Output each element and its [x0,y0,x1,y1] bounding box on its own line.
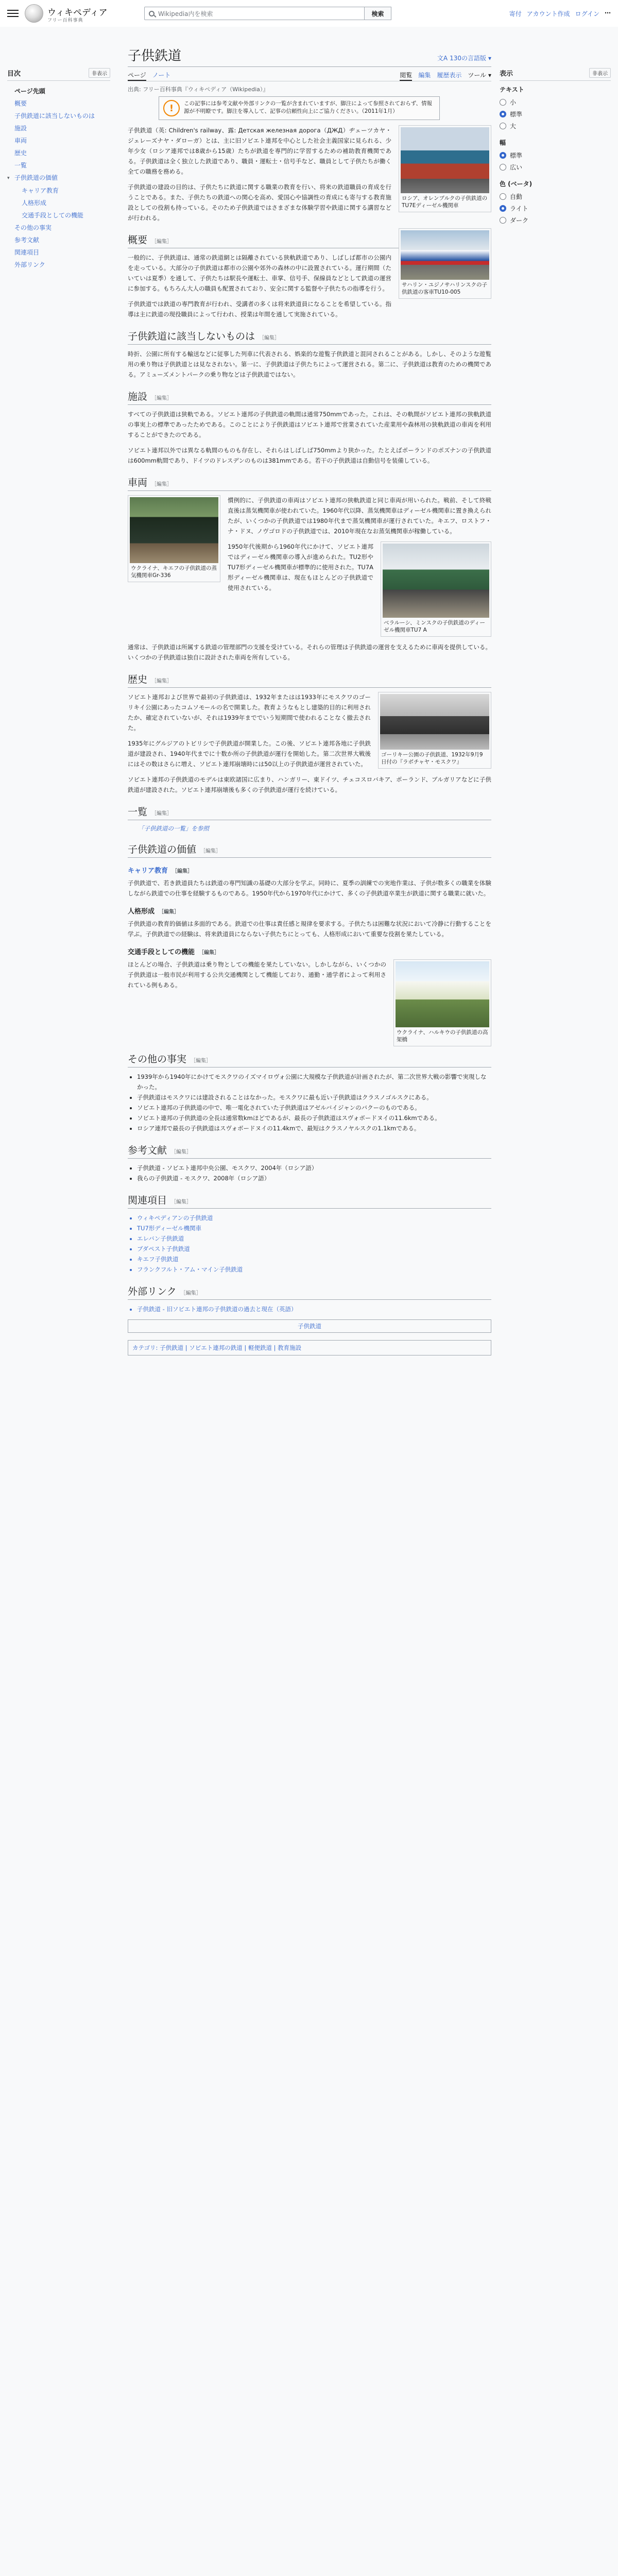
image-diesel-minsk[interactable] [383,544,489,618]
appearance-option[interactable] [500,161,611,173]
toc-item-label: 子供鉄道の価値 [14,174,58,181]
toc-item[interactable] [7,122,110,134]
tools-label: ツール [468,72,487,79]
toc-item[interactable] [7,147,110,159]
figure-caption: サハリン・ユジノサハリンスクの子供鉄道の客車TU10-005 [402,282,488,295]
section-heading-history [128,672,491,688]
edit-section-link[interactable]: ［編集］ [151,482,173,487]
heading-text: 子供鉄道に該当しないものは [128,331,255,342]
toc-item-label: 概要 [14,100,27,107]
list-item: • 1939年から1940年にかけてモスクワのイズマイロヴォ公園に大規模な子供鉄道が計画されたが、第二次世界大戦の影響で実現しなかった。 [137,1072,491,1092]
heading-text: 子供鉄道の価値 [128,844,197,855]
heading-text: 一覧 [128,806,148,818]
overview-paragraph: 子供鉄道では鉄道の専門教育が行われ、受講者の多くは将来鉄道員になることを希望している。指導は主に鉄道の現役職員によって行われ、授業は年間を通して実施されている。 [128,300,391,318]
appearance-hide-button[interactable]: 非表示 [589,68,611,78]
heading-text: その他の事実 [128,1054,187,1065]
toc-title: 目次 [7,70,21,78]
radio-button[interactable] [500,164,506,171]
toc-toggle-icon[interactable] [7,161,14,170]
main-content [128,39,491,1363]
appearance-option-label: 自動 [510,193,523,200]
appearance-group [500,85,611,132]
category-links [128,1340,491,1355]
image-car-sakhalin[interactable] [401,230,489,280]
image-steam-kiev[interactable] [130,497,218,563]
facilities-paragraph: すべての子供鉄道は狭軌である。ソビエト連邦の子供鉄道の軌間は通常750mmであった。これは、その軌間がソビエト連邦の狭軌鉄道の事実上の標準であったためである。このことにより子供鉄道はソビエト連邦で営業されていた産業用や森林用の狭軌鉄道の車両を利用することができたのである。 [128,411,491,438]
appearance-option-label: 標準 [510,111,523,118]
language-icon: 文A [437,55,448,62]
tab-tools[interactable]: ツール ▾ [468,72,491,79]
toc-header [7,68,110,81]
heading-text: 外部リンク [128,1286,177,1297]
toc-item[interactable] [7,85,110,97]
image-loco-orenburg[interactable] [401,127,489,193]
history-paragraph: ソビエト連邦の子供鉄道のモデルは東欧諸国に広まり、ハンガリー、東ドイツ、チェコスロバキア、ポーランド、ブルガリアなどに子供鉄道が建設された。ソビエト連邦崩壊後も多くの子供鉄道が運行を続けている。 [128,776,491,793]
toc-item-label: 参考文献 [14,236,40,244]
appearance-header [500,68,611,81]
toc-toggle-icon[interactable] [7,149,14,157]
history-paragraph: 1935年にグルジアのトビリシで子供鉄道が開業した。この後、ソビエト連邦各地に子供鉄道が建設され、1940年代までに十数か所の子供鉄道が運行を開始した。第二次世界大戦後にはその数はさらに増え、ソビエト連邦崩壊時には50以上の子供鉄道が運営されていた。 [128,740,371,768]
related-link[interactable]: • ブダペスト子供鉄道 [137,1244,491,1254]
external-link[interactable]: • 子供鉄道 - 旧ソビエト連邦の子供鉄道の過去と現在（英語） [137,1304,491,1314]
subsection-heading-personality [128,906,491,916]
heading-text: 概要 [128,234,148,246]
heading-text: 交通手段としての機能 [128,948,195,956]
edit-section-link[interactable]: ［編集］ [200,849,221,854]
toc-item[interactable] [7,246,110,259]
list-item: • ロシア連邦で最長の子供鉄道はスヴォボードヌイの11.4kmで、最短はクラスノヤルスクの1.1kmである。 [137,1123,491,1133]
navbox [128,1319,491,1333]
vehicles-paragraph: 通常は、子供鉄道は所属する鉄道の管理部門の支援を受けている。それらの管理は子供鉄道の運営を支えるために車両を提供している。いくつかの子供鉄道は独自に設計された車両を所有している。 [128,643,491,661]
toc-item[interactable] [7,209,110,222]
appearance-sidebar [500,68,611,232]
radio-button[interactable] [500,193,506,200]
list-item: • ソビエト連邦の子供鉄道の中で、唯一電化されていた子供鉄道はアゼルバイジャンのバクーのものである。 [137,1103,491,1113]
toc-item[interactable] [7,134,110,147]
appearance-options [500,85,611,226]
create-account-link[interactable]: アカウント作成 [526,10,570,18]
toc-item-label: 交通手段としての機能 [22,212,84,219]
toc-toggle-icon[interactable] [14,187,22,195]
search-icon [149,11,154,16]
category-text[interactable]: カテゴリ: 子供鉄道 | ソビエト連邦の鉄道 | 軽便鉄道 | 教育施設 [132,1344,302,1351]
toc-item[interactable] [7,159,110,172]
facilities-paragraph: ソビエト連邦以外では異なる軌間のものも存在し、それらはしばしば750mmより狭かった。たとえばポーランドのポズナンの子供鉄道は600mm軌間であり、ドイツのドレスデンのものは381mmである。若干の子供鉄道は自動信号を装備している。 [128,447,491,464]
toc-toggle-icon[interactable] [14,211,22,219]
page-title: 子供鉄道 [128,48,182,64]
toc-toggle-icon[interactable] [7,87,14,95]
toc-item-label: 施設 [14,125,27,132]
toc-item[interactable] [7,222,110,234]
page-tabs [128,69,491,81]
toc-toggle-icon[interactable] [7,112,14,120]
appearance-option-label: 広い [510,164,523,171]
related-link[interactable]: • キエフ子供鉄道 [137,1254,491,1264]
figure-diesel-minsk [381,541,491,637]
toc-toggle-icon[interactable] [7,137,14,145]
notcr-paragraph: 時折、公園に所有する輸送などに従事した列車に代表される、娯楽的な遊覧子供鉄道と混同されることがある。しかし、そのような遊覧用の乗り物は子供鉄道とは見なされない。第一に、子供鉄道は子供たちによって運営される。第二に、子供鉄道は教育のための機関である。アミューズメントパークの乗り物などは子供鉄道ではない。 [128,350,491,378]
heading-text: 歴史 [128,674,148,685]
list-item: • 子供鉄道 - ソビエト連邦中央公園、モスクワ、2004年（ロシア語） [137,1163,491,1173]
toc-toggle-icon[interactable] [7,224,14,232]
references-list [128,1163,491,1183]
figure-steam-kiev [128,495,220,582]
vehicles-paragraph: 1950年代後期から1960年代にかけて、ソビエト連邦ではディーゼル機関車の導入が進められた。TU2形やTU7形ディーゼル機関車が標準的に使用された。TU7A形ディーゼル機関車は、現在もほとんどの子供鉄道で使用されている。 [228,543,373,591]
related-list [128,1213,491,1275]
figure-car-sakhalin [399,228,491,299]
appearance-option-label: 小 [510,99,517,106]
figure-gorky-park [378,692,491,769]
toc-item-label: その他の事実 [14,224,52,231]
language-count: 130の言語版 [450,55,486,62]
section-heading-value [128,842,491,858]
intro-paragraph: 子供鉄道（英: Children's railway、露: Детская железная дорога（ДЖД）ヂェーツカヤ・ジェレーズナヤ・ダローガ）とは、主に旧ソビエト連邦を中心とした社会主義国家に見られる、少年少女（ロシア連邦では8歳から15歳）たちが鉄道を専門的に学習するための補助教育機関である。子供鉄道は全く独立した鉄道であり、職員・運転士・信号手など、職員として子供たちが働く全ての職務を務める。 [128,127,391,175]
edit-section-link[interactable]: ［編集］ [151,811,173,817]
appearance-option-label: ダーク [510,217,529,224]
toc-toggle-icon[interactable] [7,261,14,269]
toc-toggle-icon[interactable] [7,99,14,108]
related-link[interactable]: • エレバン子供鉄道 [137,1233,491,1244]
toc-item-label: 外部リンク [14,261,45,268]
toc-item[interactable] [7,234,110,246]
appearance-group-title: テキスト [500,86,524,93]
personal-tools [509,9,611,18]
section-heading-not-children-railway [128,329,491,345]
toc-item-label: 子供鉄道に該当しないものは [14,112,95,120]
section-heading-list [128,804,491,820]
search-placeholder: Wikipedia内を検索 [158,10,213,18]
career-paragraph: 子供鉄道で、若き鉄道員たちは鉄道の専門知識の基礎の大部分を学ぶ。同時に、夏季の訓練での実地作業は、子供が数多くの職業を体験しながら鉄道での仕事を経験するものである。1950年代から1970年代にかけて、多くの子供鉄道卒業生が鉄道に関する職業に就いた。 [128,879,491,897]
heading-text: 人格形成 [128,908,155,916]
section-heading-facts [128,1052,491,1067]
edit-section-link[interactable]: ［編集］ [199,950,220,956]
section-heading-external [128,1284,491,1300]
appearance-group-title: 色 (ベータ) [500,180,533,188]
main-menu-icon[interactable] [7,8,19,18]
search-button[interactable]: 検索 [365,7,391,20]
tab-read[interactable]: 閲覧 [400,69,412,81]
toc-item[interactable] [7,97,110,110]
language-button[interactable] [437,54,491,64]
appearance-title: 表示 [500,70,513,78]
toc-item[interactable] [7,172,110,184]
toc-item-label: ページ先頭 [14,88,45,95]
figure-caption: ベラルーシ、ミンスクの子供鉄道のディーゼル機関車TU7 A [384,620,485,633]
toc-item-label: キャリア教育 [22,187,59,194]
appearance-group [500,138,611,173]
figure-caption: ウクライナ、キエフの子供鉄道の蒸気機関車Gr-336 [131,565,217,579]
history-paragraph: ソビエト連邦および世界で最初の子供鉄道は、1932年またはは1933年にモスクワのゴーリキイ公園にあったコムソモールの名で開業した。教育ようなもとし建築的目的に利用されたか、確定されていないが、それは1939年まででいう短期間で使われることなく撤去された。 [128,693,371,732]
wikipedia-logo-icon[interactable] [25,4,43,23]
list-item: • 子供鉄道はモスクワには建設されることはなかった。モスクワに最も近い子供鉄道はクラスノゴルスクにある。 [137,1092,491,1103]
tab-page[interactable]: ページ [128,69,146,81]
appearance-option[interactable] [500,191,611,202]
appearance-option[interactable] [500,120,611,132]
login-link[interactable]: ログイン [575,10,599,18]
figure-caption: ゴーリキー公園の子供鉄道、1932年9月9日付の『ラボチャヤ・モスクワ』 [381,752,483,765]
toc-toggle-icon[interactable] [7,124,14,132]
edit-section-link[interactable]: ［編集］ [180,1291,201,1296]
toc-toggle-icon[interactable] [14,199,22,207]
radio-button[interactable] [500,217,506,224]
heading-text: 施設 [128,391,148,402]
toc-item[interactable] [7,184,110,197]
subsection-heading-career [128,865,491,875]
vehicles-paragraph: 慣例的に、子供鉄道の車両はソビエト連邦の狭軌鉄道と同じ車両が用いられた。戦前、そして終戦直後は蒸気機関車が使われていた。1960年代以降、蒸気機関車はディーゼル機関車に置き換えられたが、いくつかの子供鉄道では1980年代まで蒸気機関車が運行されていた。キエフ、ロストフ・ナ・ドヌ、ノヴゴロドの子供鉄道では、2010年現在なお蒸気機関車が稼働している。 [228,497,491,535]
maintenance-notice [159,96,440,120]
edit-section-link[interactable]: ［編集］ [191,1058,212,1064]
edit-section-link[interactable]: ［編集］ [172,869,193,874]
toc-item[interactable] [7,110,110,122]
title-row [128,39,491,67]
site-header [0,0,618,27]
toc-toggle-icon[interactable]: ▾ [7,176,10,181]
intro-paragraph: 子供鉄道の建設の目的は、子供たちに鉄道に関する職業の教育を行い、将来の鉄道職員の育成を行うことである。また、子供たちの鉄道への関心を高め、愛国心や協調性の育成にも寄与する教育施設としての役割も持っている。そのため子供鉄道ではさまざまな体験学習や鉄道に関する講習などが行われる。 [128,183,391,222]
toc-hide-button[interactable]: 非表示 [89,68,110,78]
image-bridge-kharkiv[interactable] [396,961,489,1027]
edit-section-link[interactable]: ［編集］ [171,1199,192,1205]
appearance-option[interactable] [500,96,611,108]
logo-subtitle: フリー百科事典 [47,18,83,23]
more-options-icon[interactable]: ⋯ [605,9,611,16]
radio-button[interactable] [500,205,506,212]
related-link[interactable]: • TU7形ディーゼル機関車 [137,1223,491,1233]
heading-text[interactable]: キャリア教育 [128,867,168,875]
figure-caption: ウクライナ、ハルキウの子供鉄道の高架橋 [397,1029,488,1043]
toc-item-label: 一覧 [14,162,27,169]
toc-item-label: 関連項目 [14,249,40,256]
section-heading-related [128,1193,491,1209]
tab-edit[interactable]: 編集 [418,72,431,79]
toc-item[interactable] [7,259,110,271]
list-hatnote[interactable]: 「子供鉄道の一覧」を参照 [138,825,209,832]
section-heading-vehicles [128,475,491,491]
search-input[interactable] [144,7,365,20]
edit-section-link[interactable]: ［編集］ [171,1149,192,1155]
list-item: • ソビエト連邦の子供鉄道の全長は通常数kmほどであるが、最長の子供鉄道はスヴォボードヌイの11.6kmである。 [137,1113,491,1123]
list-item: • 我らの子供鉄道 - モスクワ、2008年（ロシア語） [137,1173,491,1183]
logo-title[interactable]: ウィキペディア [47,8,108,18]
transport-paragraph: ほとんどの場合、子供鉄道は乗り物としての機能を果たしていない。しかしながら、いくつかの子供鉄道は一般市民が利用する公共交通機関として機能しており、通勤・通学者によって利用されている例もある。 [128,961,386,989]
toc-sidebar [7,68,110,271]
tab-talk[interactable]: ノート [152,72,171,79]
tab-history[interactable]: 履歴表示 [437,72,462,79]
figure-loco-orenburg [399,125,491,212]
appearance-option-label: 標準 [510,152,523,159]
heading-text: 車両 [128,477,148,488]
edit-section-link[interactable]: ［編集］ [151,679,173,684]
toc-list [7,85,110,271]
edit-section-link[interactable]: ［編集］ [151,396,173,401]
warning-icon: ! [163,100,180,116]
image-gorky-park[interactable] [380,694,489,750]
appearance-option[interactable] [500,202,611,214]
appearance-option-label: ライト [510,205,528,212]
toc-item[interactable] [7,197,110,209]
subsection-heading-transport [128,946,491,956]
personality-paragraph: 子供鉄道の教育的価値は多面的である。鉄道での仕事は責任感と規律を要求する。子供たちは困難な状況において冷静に行動することを学ぶ。子供鉄道での経験は、将来鉄道員にならない子供たちにとっても、人格形成において重要な役割を果たしている。 [128,920,491,938]
figure-bridge-kharkiv [393,959,491,1046]
appearance-option-label: 大 [510,123,517,130]
toc-toggle-icon[interactable] [7,236,14,244]
section-heading-references [128,1143,491,1159]
figure-caption: ロシア、オレンブルクの子供鉄道のTU7Eディーゼル機関車 [402,195,488,209]
related-link[interactable]: • フランクフルト・アム・マイン子供鉄道 [137,1264,491,1275]
section-heading-facilities [128,389,491,405]
site-sub: 出典: フリー百科事典『ウィキペディア（Wikipedia）』 [128,86,269,93]
toc-toggle-icon[interactable] [7,248,14,257]
radio-button[interactable] [500,152,506,159]
appearance-group [500,179,611,226]
chevron-down-icon: ▾ [488,54,491,62]
edit-section-link[interactable]: ［編集］ [159,909,180,915]
notice-text: この記事には参考文献や外部リンクの一覧が含まれていますが、脚注によって参照されておらず、情報源が不明瞭です。脚注を導入して、記事の信頼性向上にご協力ください。（2011年1月） [184,100,432,114]
toc-item-label: 人格形成 [22,199,47,207]
external-list [128,1304,491,1314]
facts-list [128,1072,491,1133]
appearance-option[interactable] [500,149,611,161]
radio-button[interactable] [500,99,506,106]
radio-button[interactable] [500,111,506,117]
search-form [144,7,391,20]
toc-item-label: 歴史 [14,149,27,157]
radio-button[interactable] [500,123,506,129]
heading-text: 関連項目 [128,1195,167,1206]
navbox-title[interactable]: 子供鉄道 [298,1323,321,1330]
donate-link[interactable]: 寄付 [509,10,522,18]
edit-section-link[interactable]: ［編集］ [151,239,173,245]
heading-text: 参考文献 [128,1145,167,1156]
appearance-option[interactable] [500,214,611,226]
overview-paragraph: 一般的に、子供鉄道は、通常の鉄道網とは隔離されている狭軌鉄道であり、しばしば都市の公園内を走っている。大部分の子供鉄道は都市の公園や郊外の森林の中に設置されている。運行期間（たいていは夏季）を通して、子供たちは駅長や運転士、車掌、信号手、保線員などとして鉄道の運営に参加する。もちろん大人の職員も配置されており、安全に関する監督や子供たちの指導を行う。 [128,254,391,292]
toc-item-label: 車両 [14,137,27,144]
related-link[interactable]: • ウィキペディアンの子供鉄道 [137,1213,491,1223]
appearance-option[interactable] [500,108,611,120]
appearance-group-title: 幅 [500,139,506,146]
edit-section-link[interactable]: ［編集］ [259,335,280,341]
